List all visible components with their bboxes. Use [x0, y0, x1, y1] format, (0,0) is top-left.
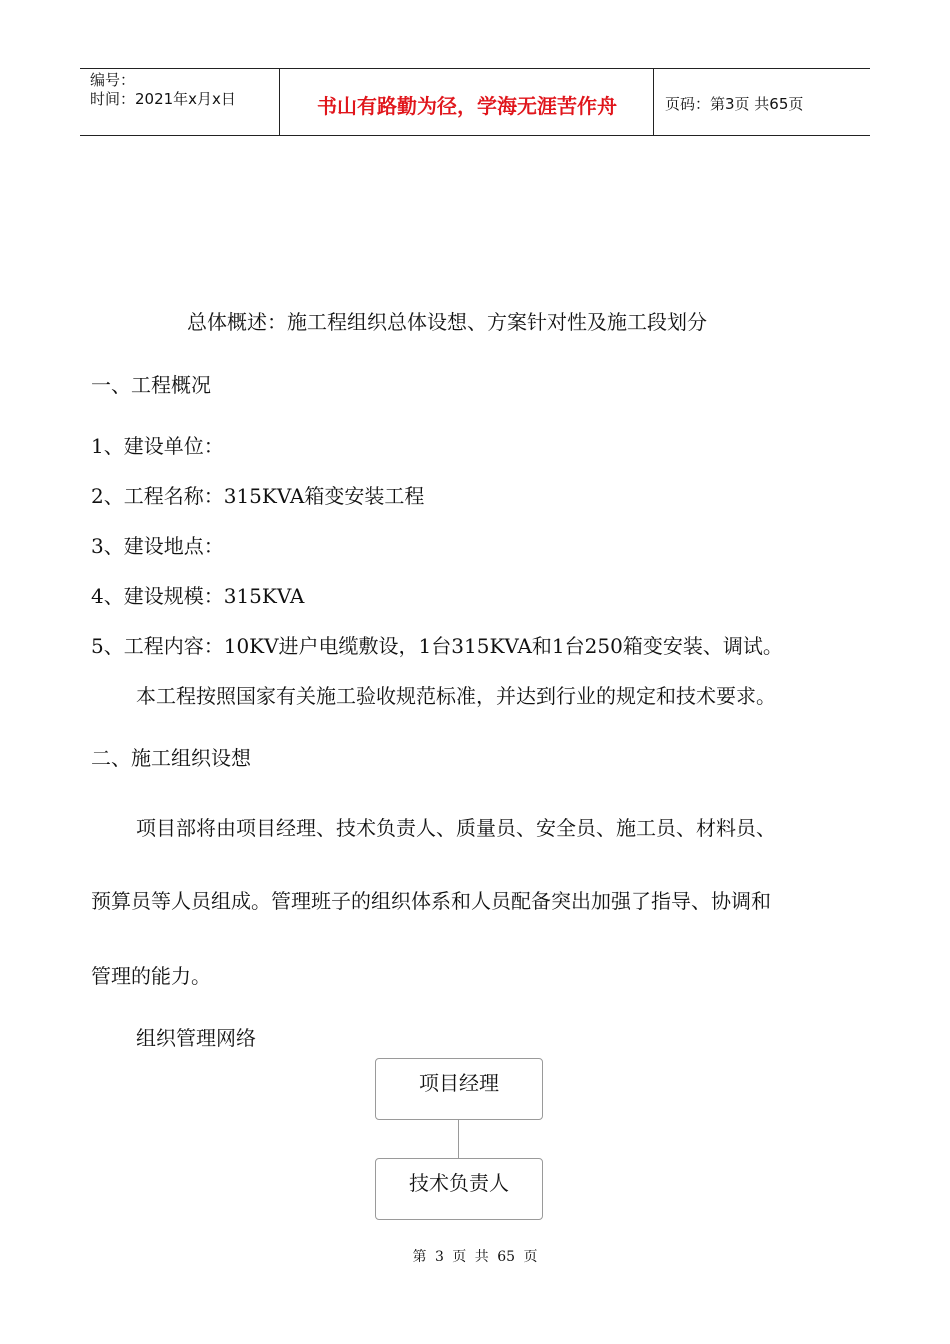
- document-title: 总体概述：施工程组织总体设想、方案针对性及施工段划分: [187, 310, 707, 334]
- item-location: 3、建设地点：: [91, 534, 224, 558]
- org-box-project-manager: [375, 1058, 543, 1120]
- header-page-code: 页码：第3页 共65页: [665, 94, 804, 113]
- section2-heading: 二、施工组织设想: [91, 746, 251, 770]
- org-box-technical-lead-label: 技术负责人: [409, 1171, 509, 1195]
- paragraph-standards: 本工程按照国家有关施工验收规范标准，并达到行业的规定和技术要求。: [136, 684, 776, 708]
- time-label: 时间：2021年x月x日: [90, 90, 236, 108]
- org-box-project-manager-label: 项目经理: [419, 1071, 499, 1095]
- paragraph-team-line1: 项目部将由项目经理、技术负责人、质量员、安全员、施工员、材料员、: [136, 816, 776, 840]
- item-scale: 4、建设规模：315KVA: [91, 584, 305, 608]
- header-motto: 书山有路勤为径，学海无涯苦作舟: [281, 69, 654, 135]
- item-construction-unit: 1、建设单位：: [91, 434, 224, 458]
- item-project-name: 2、工程名称：315KVA箱变安装工程: [91, 484, 425, 508]
- org-box-technical-lead: [375, 1158, 543, 1220]
- document-header: [80, 68, 870, 136]
- header-meta: [80, 69, 280, 135]
- item-content: 5、工程内容：10KV进户电缆敷设，1台315KVA和1台250箱变安装、调试。: [91, 634, 783, 658]
- number-label: 编号：: [90, 71, 136, 89]
- paragraph-team-line2: 预算员等人员组成。管理班子的组织体系和人员配备突出加强了指导、协调和: [91, 889, 771, 913]
- paragraph-team-line3: 管理的能力。: [91, 964, 211, 988]
- org-network-label: 组织管理网络: [136, 1026, 256, 1050]
- section1-heading: 一、工程概况: [91, 373, 211, 397]
- page-footer: 第 3 页 共 65 页: [412, 1249, 538, 1265]
- org-connector-line: [458, 1120, 459, 1158]
